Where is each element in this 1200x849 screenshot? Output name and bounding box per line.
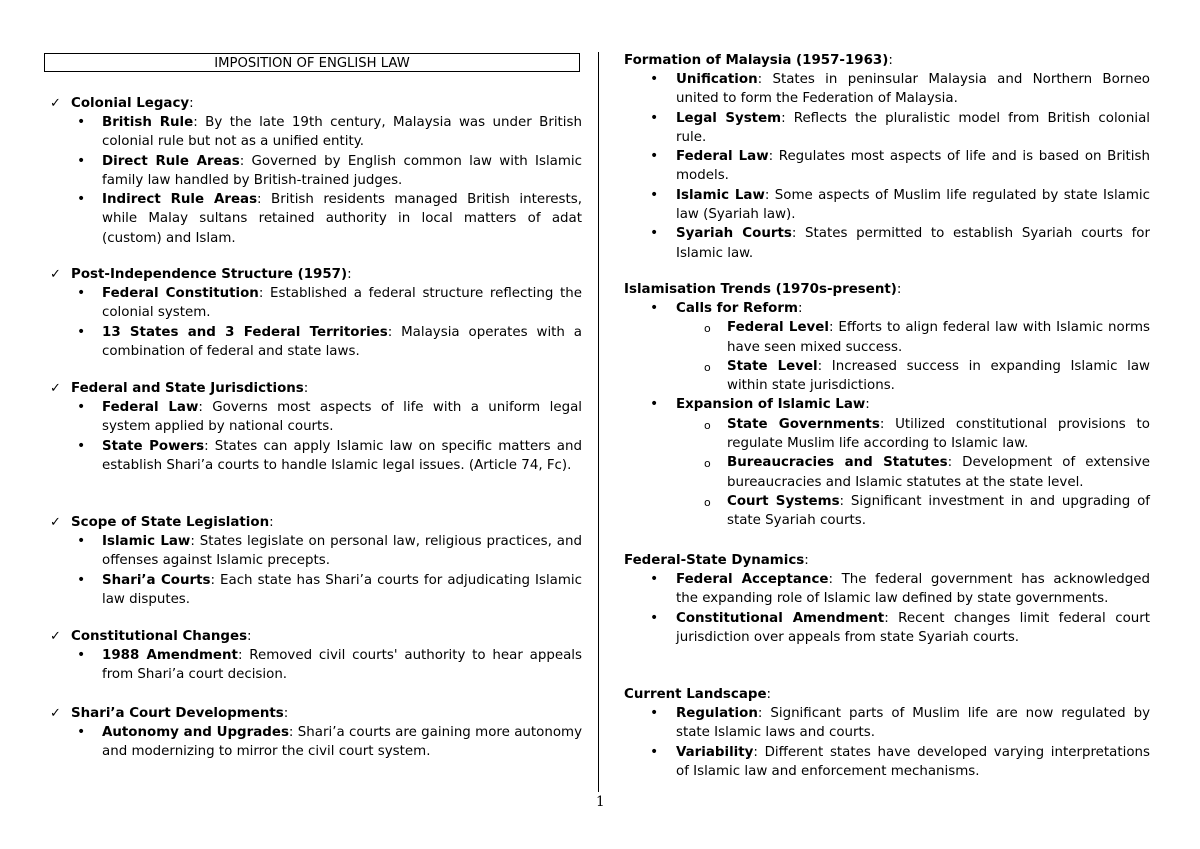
checkmark-icon: ✓ (50, 706, 61, 721)
sub-list-item: o State Governments: Utilized constitutional provisions to regulate Muslim life according to Islamic law. (624, 415, 1150, 454)
checkmark-icon: ✓ (50, 267, 61, 282)
section-formation-of-malaysia (624, 51, 1150, 263)
list-item: • Constitutional Amendment: Recent changes limit federal court jurisdiction over appeals from state Syariah courts. (624, 609, 1150, 648)
list-item: • Indirect Rule Areas: British residents managed British interests, while Malay sultans retained authority in local matters of adat (custom) and Islam. (44, 190, 582, 248)
list-item: • Variability: Different states have developed varying interpretations of Islamic law and enforcement mechanisms. (624, 743, 1150, 782)
list-item: • Federal Constitution: Established a federal structure reflecting the colonial system. (44, 284, 582, 323)
section-post-independence (44, 265, 582, 361)
list-item: • Islamic Law: States legislate on personal law, religious practices, and offenses against Islamic precepts. (44, 532, 582, 571)
list-item: • 1988 Amendment: Removed civil courts' authority to hear appeals from Shari’a court decision. (44, 646, 582, 685)
list-item: • Federal Law: Governs most aspects of life with a uniform legal system applied by national courts. (44, 398, 582, 437)
list-item: • Islamic Law: Some aspects of Muslim life regulated by state Islamic law (Syariah law). (624, 186, 1150, 225)
sub-list-item: o Bureaucracies and Statutes: Development of extensive bureaucracies and Islamic statutes at the state level. (624, 453, 1150, 492)
section-heading: Formation of Malaysia (1957-1963): (624, 53, 893, 68)
sub-list-item: o Court Systems: Significant investment in and upgrading of state Syariah courts. (624, 492, 1150, 531)
checkmark-icon: ✓ (50, 96, 61, 111)
checkmark-icon: ✓ (50, 515, 61, 530)
list-item: • Federal Law: Regulates most aspects of life and is based on British models. (624, 147, 1150, 186)
section-heading: ✓ Constitutional Changes: (50, 629, 252, 644)
section-heading: ✓ Scope of State Legislation: (50, 515, 274, 530)
section-heading: ✓ Federal and State Jurisdictions: (50, 381, 309, 396)
section-colonial-legacy (44, 94, 582, 248)
list-item: • Legal System: Reflects the pluralistic model from British colonial rule. (624, 109, 1150, 148)
section-heading: ✓ Colonial Legacy: (50, 96, 194, 111)
sub-list-item: o State Level: Increased success in expanding Islamic law within state jurisdictions. (624, 357, 1150, 396)
list-item: • Syariah Courts: States permitted to establish Syariah courts for Islamic law. (624, 224, 1150, 263)
list-item: • 13 States and 3 Federal Territories: Malaysia operates with a combination of federal and state laws. (44, 323, 582, 362)
list-item: • Unification: States in peninsular Malaysia and Northern Borneo united to form the Federation of Malaysia. (624, 70, 1150, 109)
section-heading: Federal-State Dynamics: (624, 553, 809, 568)
page-number: 1 (596, 794, 605, 810)
checkmark-icon: ✓ (50, 381, 61, 396)
section-sharia-court-developments (44, 704, 582, 762)
list-item: • Expansion of Islamic Law: o State Governments: Utilized constitutional provisions to regulate Muslim life according to Islamic law. o Bureaucracies and Statutes: Development of extensive bureaucracies and Islamic statutes at the state level. o Court Systems: Significant investment in and upgrading of state Syariah courts. (624, 395, 1150, 530)
document-title: IMPOSITION OF ENGLISH LAW (44, 53, 580, 72)
section-constitutional-changes (44, 627, 582, 685)
list-item: • Autonomy and Upgrades: Shari’a courts are gaining more autonomy and modernizing to mirror the civil court system. (44, 723, 582, 762)
section-heading: Islamisation Trends (1970s-present): (624, 282, 902, 297)
list-item: • Regulation: Significant parts of Muslim life are now regulated by state Islamic laws and courts. (624, 704, 1150, 743)
section-islamisation-trends (624, 280, 1150, 531)
sub-list-item: o Federal Level: Efforts to align federal law with Islamic norms have seen mixed success. (624, 318, 1150, 357)
section-federal-state-dynamics (624, 551, 1150, 647)
list-item: • State Powers: States can apply Islamic law on specific matters and establish Shari’a courts to handle Islamic legal issues. (Article 74, Fc). (44, 437, 582, 476)
list-item: • Direct Rule Areas: Governed by English common law with Islamic family law handled by British-trained judges. (44, 152, 582, 191)
section-federal-state-jurisdictions (44, 379, 582, 475)
list-item: • British Rule: By the late 19th century, Malaysia was under British colonial rule but not as a unified entity. (44, 113, 582, 152)
section-scope-state-legislation (44, 513, 582, 609)
list-item: • Federal Acceptance: The federal government has acknowledged the expanding role of Islamic law defined by state governments. (624, 570, 1150, 609)
section-heading: ✓ Shari’a Court Developments: (50, 706, 289, 721)
column-divider (598, 52, 599, 792)
checkmark-icon: ✓ (50, 629, 61, 644)
section-heading: ✓ Post-Independence Structure (1957): (50, 267, 352, 282)
list-item: • Shari’a Courts: Each state has Shari’a courts for adjudicating Islamic law disputes. (44, 571, 582, 610)
list-item: • Calls for Reform: o Federal Level: Efforts to align federal law with Islamic norms have seen mixed success. o State Level: Increased success in expanding Islamic law within state jurisdictions. (624, 299, 1150, 395)
section-current-landscape (624, 685, 1150, 781)
section-heading: Current Landscape: (624, 687, 772, 702)
